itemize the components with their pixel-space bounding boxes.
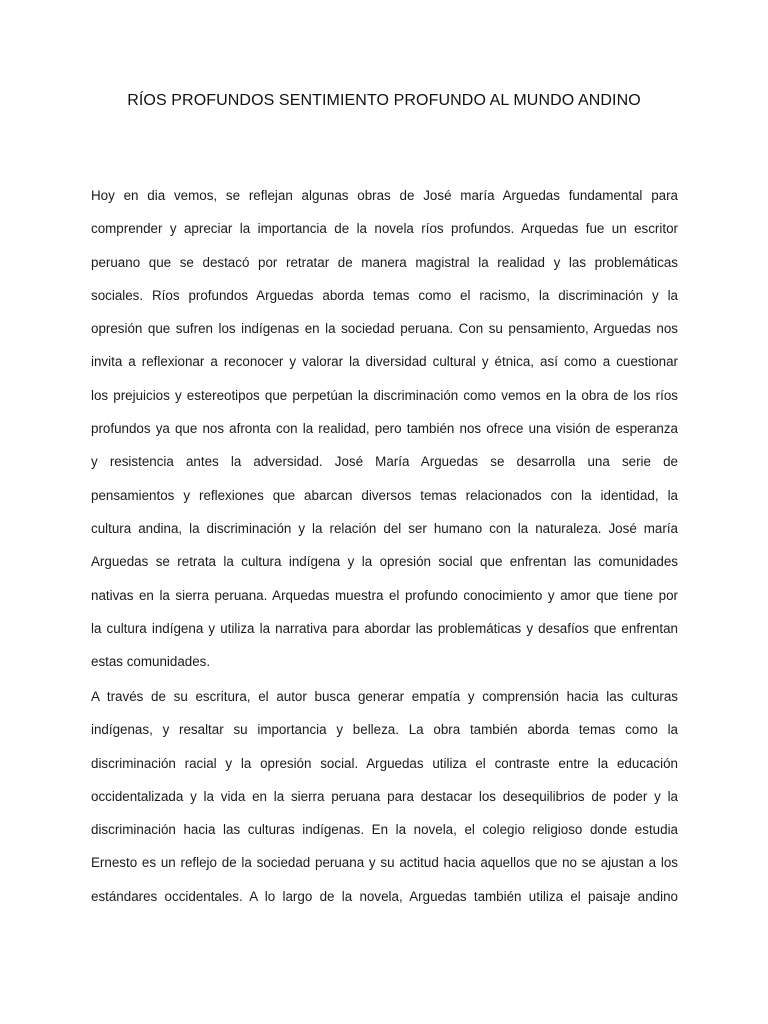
paragraph-line: occidentalizada y la vida en la sierra peruana para destacar los desequilibrios de poder y la: [91, 788, 678, 804]
paragraph-line: discriminación hacia las culturas indígenas. En la novela, el colegio religioso donde estudia: [91, 822, 678, 838]
paragraph-line: y resistencia antes la adversidad. José María Arguedas se desarrolla una serie de: [91, 454, 678, 470]
paragraph-1: [91, 179, 678, 678]
paragraph-line: cultura andina, la discriminación y la relación del ser humano con la naturaleza. José maría: [91, 520, 678, 536]
paragraph-line: la cultura indígena y utiliza la narrativa para abordar las problemáticas y desafíos que enfrentan: [91, 620, 678, 636]
paragraph-line: Ernesto es un reflejo de la sociedad peruana y su actitud hacia aquellos que no se ajustan a los: [91, 855, 678, 871]
paragraph-line: Arguedas se retrata la cultura indígena y la opresión social que enfrentan las comunidades: [91, 554, 678, 570]
paragraph-line: profundos ya que nos afronta con la realidad, pero también nos ofrece una visión de esperanza: [91, 421, 678, 437]
paragraph-line: indígenas, y resaltar su importancia y belleza. La obra también aborda temas como la: [91, 722, 678, 738]
paragraph-line: estándares occidentales. A lo largo de la novela, Arguedas también utiliza el paisaje andino: [91, 888, 678, 904]
paragraph-line: sociales. Ríos profundos Arguedas aborda temas como el racismo, la discriminación y la: [91, 287, 678, 303]
paragraph-line: peruano que se destacó por retratar de manera magistral la realidad y las problemáticas: [91, 254, 678, 270]
document-title: RÍOS PROFUNDOS SENTIMIENTO PROFUNDO AL MUNDO ANDINO: [127, 92, 641, 109]
paragraph-2: [91, 680, 678, 913]
paragraph-line: discriminación racial y la opresión social. Arguedas utiliza el contraste entre la educación: [91, 755, 678, 771]
paragraph-line: comprender y apreciar la importancia de la novela ríos profundos. Arquedas fue un escritor: [91, 221, 678, 237]
paragraph-line: estas comunidades.: [91, 654, 211, 670]
paragraph-line: nativas en la sierra peruana. Arquedas muestra el profundo conocimiento y amor que tiene por: [91, 587, 678, 603]
paragraph-line: pensamientos y reflexiones que abarcan diversos temas relacionados con la identidad, la: [91, 487, 678, 503]
paragraph-line: A través de su escritura, el autor busca generar empatía y comprensión hacia las culturas: [91, 689, 678, 704]
paragraph-line: opresión que sufren los indígenas en la sociedad peruana. Con su pensamiento, Arguedas nos: [91, 321, 678, 337]
paragraph-line: Hoy en dia vemos, se reflejan algunas obras de José maría Arguedas fundamental para: [91, 188, 678, 203]
paragraph-line: invita a reflexionar a reconocer y valorar la diversidad cultural y étnica, así como a cuestionar: [91, 354, 678, 370]
paragraph-line: los prejuicios y estereotipos que perpetúan la discriminación como vemos en la obra de los ríos: [91, 387, 678, 403]
